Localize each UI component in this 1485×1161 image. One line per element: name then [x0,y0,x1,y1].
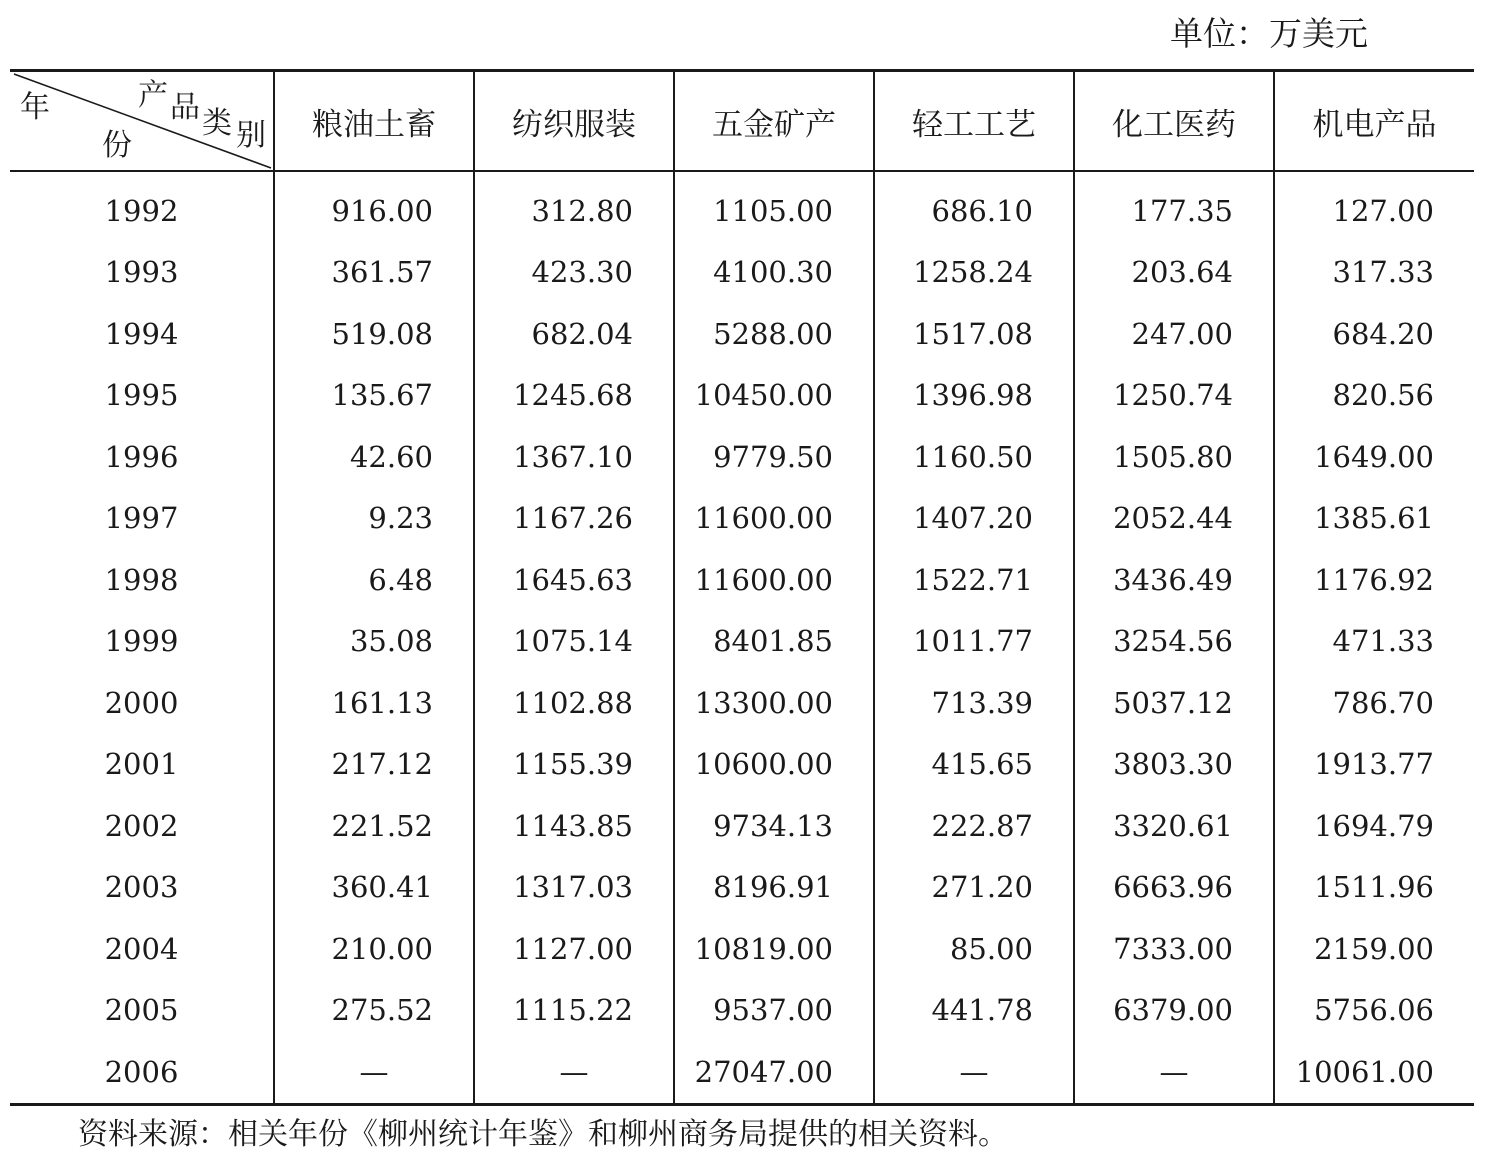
value-cell: 1250.74 [1074,365,1274,427]
year-cell: 1998 [104,562,179,597]
source-note: 资料来源：相关年份《柳州统计年鉴》和柳州商务局提供的相关资料。 [78,1117,1008,1152]
value-cell: 13300.00 [674,672,874,734]
value-cell: 441.78 [874,980,1074,1042]
value-cell: 1105.00 [674,171,874,242]
year-cell: 1999 [104,624,179,659]
value-cell: 423.30 [474,242,674,304]
value-cell: 1649.00 [1274,426,1474,488]
value-cell: 1176.92 [1274,549,1474,611]
value-cell: 5037.12 [1074,672,1274,734]
year-cell: 1993 [104,255,179,290]
value-cell: — [274,1041,474,1104]
corner-header-cell [10,71,274,172]
value-cell: 1127.00 [474,918,674,980]
table-row [10,980,1474,1042]
value-cell: 247.00 [1074,303,1274,365]
table-row [10,365,1474,427]
year-cell: 1996 [104,439,179,474]
value-cell: 271.20 [874,857,1074,919]
value-cell: 1396.98 [874,365,1074,427]
table-row [10,672,1474,734]
value-cell: 8196.91 [674,857,874,919]
column-header: 机电产品 [1274,71,1474,172]
value-cell: 203.64 [1074,242,1274,304]
year-cell: 2002 [104,808,179,843]
value-cell: — [874,1041,1074,1104]
value-cell: 1155.39 [474,734,674,796]
value-cell: 713.39 [874,672,1074,734]
value-cell: 360.41 [274,857,474,919]
column-header: 五金矿产 [674,71,874,172]
value-cell: 1258.24 [874,242,1074,304]
value-cell: 1011.77 [874,611,1074,673]
value-cell: 1694.79 [1274,795,1474,857]
value-cell: — [474,1041,674,1104]
value-cell: 1407.20 [874,488,1074,550]
value-cell: 11600.00 [674,488,874,550]
value-cell: 1160.50 [874,426,1074,488]
corner-col-label-1: 产 [138,78,168,113]
value-cell: 210.00 [274,918,474,980]
year-cell: 2000 [104,685,179,720]
value-cell: 221.52 [274,795,474,857]
value-cell: 275.52 [274,980,474,1042]
value-cell: 2159.00 [1274,918,1474,980]
value-cell: 1913.77 [1274,734,1474,796]
table-row [10,734,1474,796]
column-header: 轻工工艺 [874,71,1074,172]
year-cell: 1995 [104,378,179,413]
value-cell: 1385.61 [1274,488,1474,550]
table-row [10,242,1474,304]
value-cell: 5288.00 [674,303,874,365]
value-cell: 85.00 [874,918,1074,980]
value-cell: 312.80 [474,171,674,242]
value-cell: 1505.80 [1074,426,1274,488]
value-cell: 519.08 [274,303,474,365]
value-cell: 916.00 [274,171,474,242]
export-table [10,69,1474,1106]
value-cell: 1511.96 [1274,857,1474,919]
table-row [10,426,1474,488]
value-cell: 5756.06 [1274,980,1474,1042]
table-row [10,488,1474,550]
value-cell: 161.13 [274,672,474,734]
value-cell: 361.57 [274,242,474,304]
value-cell: 1522.71 [874,549,1074,611]
value-cell: 1245.68 [474,365,674,427]
value-cell: 7333.00 [1074,918,1274,980]
value-cell: 2052.44 [1074,488,1274,550]
value-cell: 10600.00 [674,734,874,796]
value-cell: — [1074,1041,1274,1104]
corner-col-label-2: 品 [170,90,200,125]
value-cell: 3436.49 [1074,549,1274,611]
value-cell: 127.00 [1274,171,1474,242]
value-cell: 10450.00 [674,365,874,427]
table-row [10,549,1474,611]
value-cell: 27047.00 [674,1041,874,1104]
value-cell: 8401.85 [674,611,874,673]
value-cell: 222.87 [874,795,1074,857]
value-cell: 786.70 [1274,672,1474,734]
value-cell: 217.12 [274,734,474,796]
value-cell: 686.10 [874,171,1074,242]
column-header: 纺织服装 [474,71,674,172]
value-cell: 317.33 [1274,242,1474,304]
value-cell: 3803.30 [1074,734,1274,796]
table-row [10,795,1474,857]
value-cell: 1075.14 [474,611,674,673]
table-row [10,303,1474,365]
corner-col-label-4: 别 [236,118,266,153]
value-cell: 9779.50 [674,426,874,488]
unit-label: 单位：万美元 [1170,14,1368,53]
value-cell: 35.08 [274,611,474,673]
value-cell: 9537.00 [674,980,874,1042]
value-cell: 682.04 [474,303,674,365]
value-cell: 3254.56 [1074,611,1274,673]
value-cell: 1143.85 [474,795,674,857]
value-cell: 1367.10 [474,426,674,488]
value-cell: 684.20 [1274,303,1474,365]
value-cell: 10819.00 [674,918,874,980]
column-header: 化工医药 [1074,71,1274,172]
table-row [10,918,1474,980]
value-cell: 4100.30 [674,242,874,304]
value-cell: 1645.63 [474,549,674,611]
year-cell: 2006 [104,1054,179,1089]
table-row [10,611,1474,673]
year-cell: 2004 [104,931,179,966]
value-cell: 820.56 [1274,365,1474,427]
table-row [10,1041,1474,1104]
value-cell: 6379.00 [1074,980,1274,1042]
value-cell: 415.65 [874,734,1074,796]
year-cell: 2005 [104,993,179,1028]
value-cell: 1102.88 [474,672,674,734]
table-row [10,857,1474,919]
value-cell: 9.23 [274,488,474,550]
corner-row-label-2: 份 [102,128,132,163]
value-cell: 3320.61 [1074,795,1274,857]
table-body [10,171,1474,1104]
value-cell: 135.67 [274,365,474,427]
year-cell: 1994 [104,316,179,351]
header-row [10,71,1474,172]
year-cell: 1997 [104,501,179,536]
value-cell: 42.60 [274,426,474,488]
corner-col-label-3: 类 [202,106,232,141]
value-cell: 1317.03 [474,857,674,919]
value-cell: 1115.22 [474,980,674,1042]
value-cell: 177.35 [1074,171,1274,242]
table-row [10,171,1474,242]
value-cell: 471.33 [1274,611,1474,673]
value-cell: 9734.13 [674,795,874,857]
year-cell: 1992 [104,193,179,228]
value-cell: 10061.00 [1274,1041,1474,1104]
value-cell: 1517.08 [874,303,1074,365]
value-cell: 1167.26 [474,488,674,550]
year-cell: 2001 [104,747,179,782]
corner-row-label-1: 年 [20,90,50,125]
value-cell: 6.48 [274,549,474,611]
value-cell: 6663.96 [1074,857,1274,919]
value-cell: 11600.00 [674,549,874,611]
year-cell: 2003 [104,870,179,905]
column-header: 粮油土畜 [274,71,474,172]
